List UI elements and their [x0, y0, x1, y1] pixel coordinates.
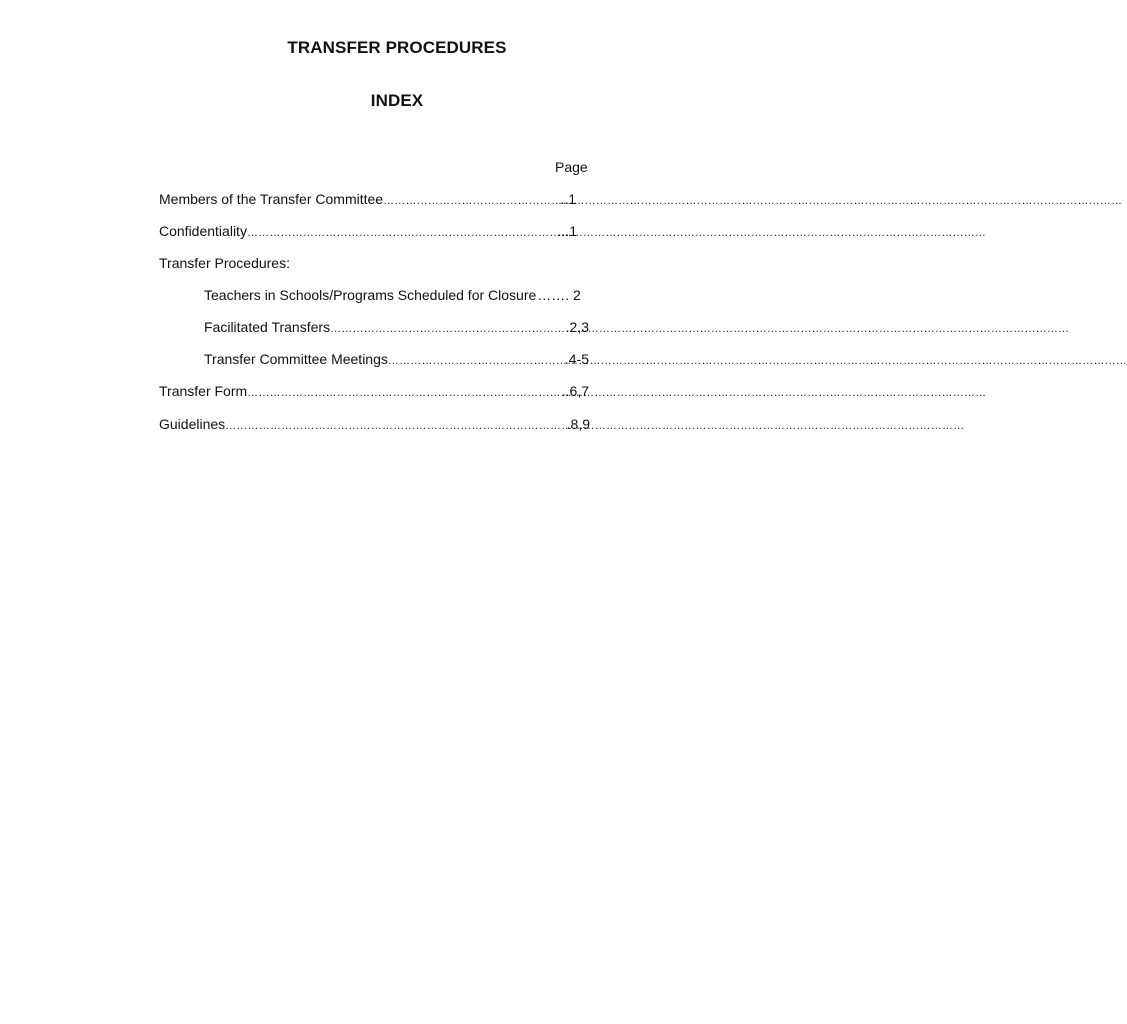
toc-entry-page: ..1 [560, 191, 576, 207]
dot-leader [225, 418, 566, 435]
toc-entry-page: ..6,7 [561, 383, 589, 399]
toc-entry-label: Guidelines [159, 416, 226, 432]
toc-entry-label: Transfer Form [159, 383, 248, 399]
toc-entry-members [159, 191, 576, 210]
toc-entry-label: Transfer Committee Meetings [204, 351, 388, 367]
toc-section-heading: Transfer Procedures: [159, 255, 290, 271]
page-column-header: Page [555, 159, 588, 175]
toc-entry-guidelines [159, 416, 590, 435]
dot-leader [330, 321, 566, 338]
toc-entry-label: Facilitated Transfers [204, 319, 331, 335]
toc-entry-page: .2,3 [565, 319, 589, 335]
toc-entry-committee-meetings [204, 351, 589, 370]
toc-entry-page: .4-5 [564, 351, 589, 367]
toc-entry-confidentiality [159, 223, 577, 242]
dot-leader [247, 385, 562, 402]
toc-entry-teachers-closure [204, 287, 581, 304]
dot-leader [383, 193, 560, 210]
document-title: TRANSFER PROCEDURES [287, 38, 507, 57]
toc-entry-label: Confidentiality [159, 223, 247, 239]
toc-entry-page: ……. 2 [537, 287, 581, 303]
toc-entry-transfer-form [159, 383, 589, 402]
toc-entry-facilitated-transfers [204, 319, 589, 338]
dot-leader [247, 225, 558, 242]
toc-entry-label: Members of the Transfer Committee [159, 191, 384, 207]
dot-leader [388, 353, 565, 370]
toc-entry-page: ...1 [557, 223, 577, 239]
toc-entry-label: Teachers in Schools/Programs Scheduled for Closure [204, 287, 537, 303]
toc-entry-page: .8,9 [566, 416, 590, 432]
index-heading: INDEX [370, 91, 424, 110]
